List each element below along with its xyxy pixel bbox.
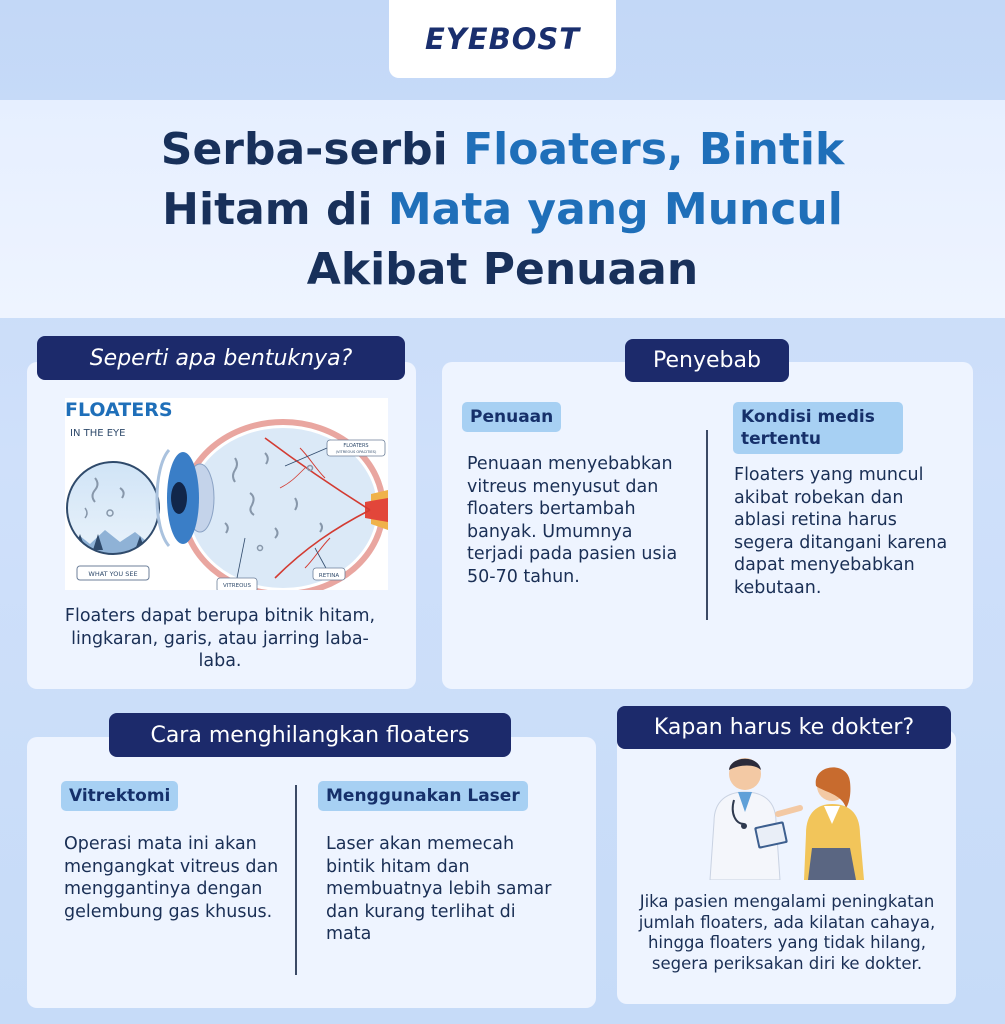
title-part-highlight: Mata yang Muncul <box>387 184 843 235</box>
tag-kondisi-medis <box>733 402 903 454</box>
what-you-see-label: WHAT YOU SEE <box>88 570 138 578</box>
title-part: Hitam di <box>162 184 388 235</box>
logo-tab <box>389 0 616 78</box>
doctor-heading: Kapan harus ke dokter? <box>617 706 951 749</box>
doctor-patient-illustration <box>700 752 868 880</box>
laser-text: Laser akan memecah bintik hitam dan membuatnya lebih samar dan kurang terlihat di mata <box>326 834 552 944</box>
page-title <box>40 120 965 300</box>
tag-penuaan: Penuaan <box>462 402 561 432</box>
illus-title: FLOATERS <box>65 399 173 421</box>
cause-heading: Penyebab <box>625 339 789 382</box>
vitrektomi-text: Operasi mata ini akan mengangkat vitreus dan menggantinya dengan gelembung gas khusus. <box>64 834 279 922</box>
title-part: Akibat Penuaan <box>306 244 699 295</box>
retina-label: RETINA <box>318 573 340 579</box>
shape-description: Floaters dapat berupa bitnik hitam, lingkaran, garis, atau jarring laba-laba. <box>64 606 376 671</box>
eye-diagram-svg <box>65 398 388 590</box>
tag-kondisi-line2: tertentu <box>741 429 822 449</box>
shape-heading: Seperti apa bentuknya? <box>37 336 405 380</box>
illus-subtitle: IN THE EYE <box>70 428 126 439</box>
tag-vitrektomi: Vitrektomi <box>61 781 178 811</box>
title-part-highlight: Floaters, Bintik <box>463 124 845 175</box>
vitreous-label: VITREOUS <box>223 583 251 589</box>
floaters-label: FLOATERS <box>343 443 369 449</box>
brand-logo: EYEBOST <box>424 22 581 56</box>
removal-divider <box>295 785 297 975</box>
removal-heading: Cara menghilangkan floaters <box>109 713 511 757</box>
cause-kondisi-text: Floaters yang muncul akibat robekan dan ablasi retina harus segera ditangani karena dapat menyebabkan kebutaan. <box>734 465 948 598</box>
floaters-eye-illustration <box>65 398 388 590</box>
doctor-text: Jika pasien mengalami peningkatan jumlah floaters, ada kilatan cahaya, hingga floaters yang tidak hilang, segera periksakan diri ke dokter. <box>638 892 936 973</box>
doctor-patient-svg <box>700 752 868 880</box>
title-part: Serba-serbi <box>160 124 464 175</box>
cause-divider <box>706 430 708 620</box>
cause-penuaan-text: Penuaan menyebabkan vitreus menyusut dan floaters bertambah banyak. Umumnya terjadi pada pasien usia 50-70 tahun. <box>467 454 678 587</box>
tag-kondisi-line1: Kondisi medis <box>741 407 875 427</box>
floaters-sub-label: (VITREOUS OPACITIES) <box>335 450 377 454</box>
tag-laser: Menggunakan Laser <box>318 781 528 811</box>
